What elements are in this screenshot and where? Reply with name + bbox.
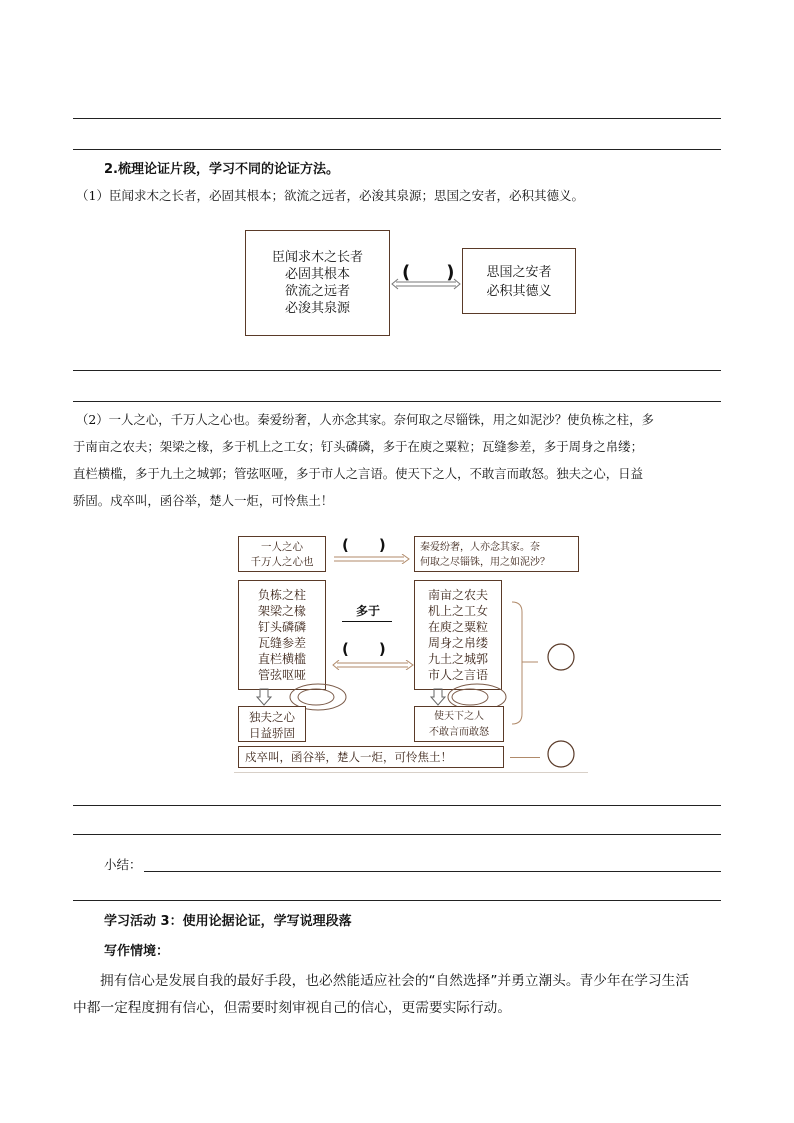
item1-right-line: 必积其德义 [486, 284, 552, 299]
bracket-icon [510, 600, 540, 726]
answer-line-7 [73, 900, 721, 901]
diagram-bottom-right-line: 使天下之人 [434, 711, 484, 722]
diagram-base-line [234, 772, 588, 773]
diagram-top-left-box [238, 536, 326, 572]
double-arrow-icon [332, 660, 414, 670]
diagram-mid-left-line: 瓦缝参差 [257, 636, 306, 650]
diagram-bottom-left-line: 日益骄固 [249, 726, 295, 740]
diagram-bottom-right-box [414, 706, 504, 742]
answer-line-4 [73, 401, 721, 402]
diagram-mid-left-line: 直栏横槛 [257, 652, 306, 666]
diagram-mid-underline [342, 621, 392, 622]
diagram-top-left-line: 千万人之心也 [250, 556, 314, 568]
diagram-mid-left-line: 管弦呕哑 [257, 668, 306, 682]
item1-left-line: 必固其根本 [284, 267, 350, 282]
item1-right-line: 思国之安者 [486, 265, 552, 280]
diagram-bottom-right-line: 不敢言而敢怒 [429, 727, 489, 738]
down-arrow-icon [256, 688, 272, 706]
answer-line-6 [73, 834, 721, 835]
diagram-last-connector [510, 757, 540, 758]
item1-left-line: 必浚其泉源 [284, 301, 350, 316]
diagram-mid-paren: ( ) [342, 640, 386, 658]
answer-line-5 [73, 805, 721, 806]
item2-line: 直栏横槛，多于九土之城郭；管弦呕哑，多于市人之言语。使天下之人，不敢言而敢怒。独夫之心，日益 [73, 466, 643, 481]
item2-line: （2）一人之心，千万人之心也。秦爱纷奢，人亦念其家。奈何取之尽锱铢，用之如泥沙？使负栋之柱，多 [76, 412, 654, 427]
diagram-bottom-left-line: 独夫之心 [249, 710, 295, 724]
activity3-context-label: 写作情境： [104, 944, 170, 959]
item1-right-box [462, 248, 576, 314]
diagram-mid-left-line: 负栋之柱 [257, 588, 306, 602]
diagram-mid-left-line: 钉头磷磷 [257, 620, 306, 634]
item2-line: 于南亩之农夫；架梁之椽，多于机上之工女；钉头磷磷，多于在庾之粟粒；瓦缝参差，多于周身之帛缕； [73, 439, 643, 454]
diagram-top-right-line: 秦爱纷奢，人亦念其家。奈 [420, 542, 540, 553]
activity3-paragraph-line: 拥有信心是发展自我的最好手段，也必然能适应社会的“自然选择”并勇立潮头。青少年在学习生活 [100, 973, 690, 989]
item1-paren: ( ) [402, 262, 455, 283]
diagram-bottom-left-box [238, 706, 306, 742]
diagram-top-right-box [414, 536, 579, 572]
diagram-top-left-line: 一人之心 [261, 541, 303, 553]
arrow-right-icon [332, 554, 412, 564]
activity3-heading: 学习活动 3：使用论据论证，学写说理段落 [104, 914, 352, 929]
diagram-mid-label: 多于 [356, 604, 381, 618]
answer-line-2 [73, 149, 721, 150]
item1-text: （1）臣闻求木之长者，必固其根本；欲流之远者，必浚其泉源；思国之安者，必积其德义。 [76, 188, 584, 203]
answer-line-1 [73, 118, 721, 119]
diagram-mid-right-line: 九土之城郭 [427, 652, 488, 666]
double-arrow-icon [390, 278, 462, 290]
diagram-mid-right-line: 周身之帛缕 [427, 636, 488, 650]
answer-line-3 [73, 370, 721, 371]
item2-line: 骄固。戍卒叫，函谷举，楚人一炬，可怜焦土！ [73, 493, 334, 508]
section-heading: 2.梳理论证片段，学习不同的论证方法。 [104, 162, 339, 177]
item1-left-line: 臣闻求木之长者 [271, 250, 363, 265]
down-arrow-icon [430, 688, 446, 706]
diagram-mid-right-line: 南亩之农夫 [427, 588, 488, 602]
diagram-mid-left-box [238, 580, 326, 690]
diagram-top-right-line: 何取之尽锱铢，用之如泥沙？ [420, 557, 550, 568]
item1-left-box [245, 230, 390, 336]
diagram-mid-right-line: 在庾之粟粒 [427, 620, 488, 634]
diagram-top-paren: ( ) [342, 536, 386, 554]
summary-label: 小结： [104, 857, 142, 872]
item2-diagram [234, 530, 590, 774]
circle-blank-icon [546, 642, 576, 672]
diagram-mid-right-line: 机上之工女 [427, 604, 488, 618]
diagram-mid-right-line: 市人之言语 [427, 668, 488, 682]
diagram-last-box: 戍卒叫，函谷举，楚人一炬，可怜焦土！ [238, 746, 504, 768]
diagram-mid-right-box [414, 580, 502, 690]
diagram-mid-left-line: 架梁之椽 [257, 604, 306, 618]
summary-line[interactable] [144, 871, 721, 872]
circle-blank-icon [546, 739, 576, 769]
activity3-paragraph-line: 中都一定程度拥有信心，但需要时刻审视自己的信心，更需要实际行动。 [73, 1000, 512, 1016]
item1-left-line: 欲流之远者 [284, 284, 350, 299]
